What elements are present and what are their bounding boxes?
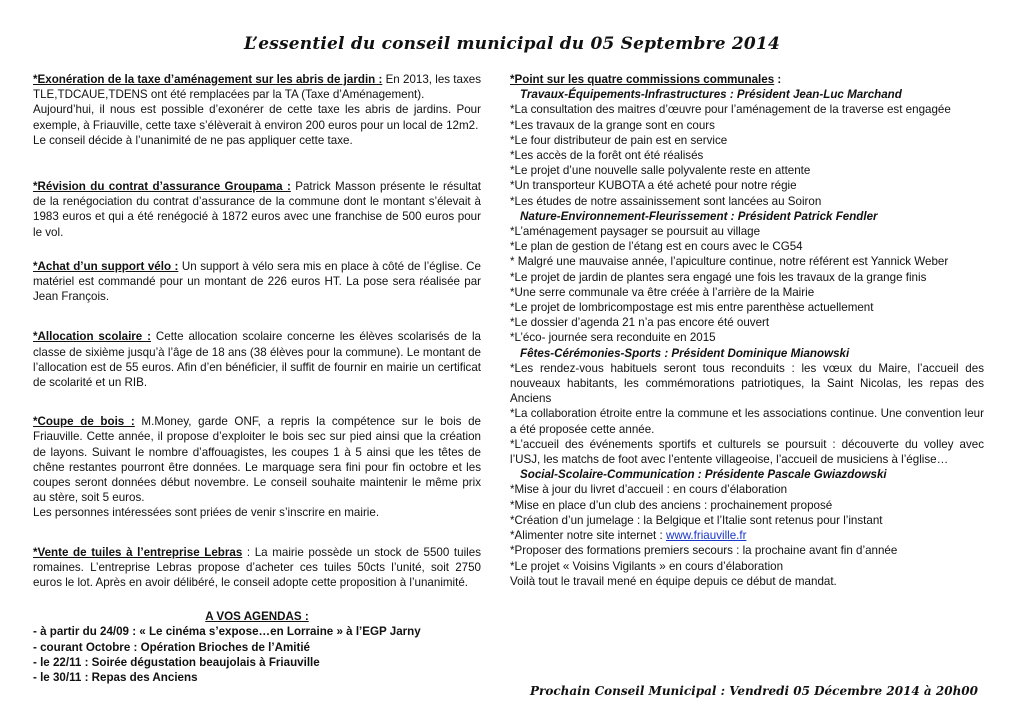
list-item: *Les accès de la forêt ont été réalisés <box>510 149 704 163</box>
list-item: *Le projet de lombricompostage est mis entre parenthèse actuellement <box>510 301 874 315</box>
list-item: * Malgré une mauvaise année, l’apiculture continue, notre référent est Yannick Weber <box>510 255 949 269</box>
list-item: *Le plan de gestion de l’étang est en cours avec le CG54 <box>510 240 803 254</box>
commission-title: Travaux-Équipements-Infrastructures : Président Jean-Luc Marchand <box>520 88 902 102</box>
section-heading: *Achat d’un support vélo : <box>33 259 179 273</box>
commission-title: Fêtes-Cérémonies-Sports : Président Dominique Mianowski <box>520 346 850 360</box>
section-heading: *Allocation scolaire : <box>33 330 151 344</box>
section-assurance <box>33 179 481 240</box>
section-allocation-scolaire <box>33 329 481 390</box>
list-item: *Le dossier d’agenda 21 n’a pas encore été ouvert <box>510 316 770 330</box>
agenda-item: - à partir du 24/09 : « Le cinéma s’expose…en Lorraine » à l’EGP Jarny <box>33 625 421 639</box>
agenda-title: A VOS AGENDAS : <box>205 610 309 624</box>
list-item: *La consultation des maitres d’œuvre pour l’aménagement de la traverse est engagée <box>510 103 951 117</box>
list-item: *Le projet « Voisins Vigilants » en cours d’élaboration <box>510 559 784 573</box>
list-item <box>510 528 984 543</box>
section-text: M.Money, garde ONF, a repris la compétence sur le bois de Friauville. Cette année, il propose d’exploiter le bois sec sur pied ainsi que la création de layons. Suivant le nombre d’affouagistes, les coupes 1 à 5 ainsi que les têtes de chêne restantes pourront être données. Le marquage sera fini pour fin octobre et les coupes seront données début novembre. Le conseil souhaite maintenir le même prix au stère, soit 5 euros. <box>33 415 482 505</box>
section-heading: *Révision du contrat d’assurance Groupama : <box>33 180 291 194</box>
list-item: *L’éco- journée sera reconduite en 2015 <box>510 331 716 345</box>
list-item: *L’accueil des événements sportifs et culturels se poursuit : découverte du volley avec l’USJ, les matchs de foot avec l’entente villageoise, l’accueil de musiciens à l’église… <box>510 437 984 467</box>
website-prefix: *Alimenter notre site internet : <box>510 529 666 543</box>
section-text: Un support à vélo sera mis en place à côté de l’église. Ce matériel est commandé pour un montant de 226 euros HT. La pose sera réalisée par Jean François. <box>33 259 481 304</box>
agenda-item: - le 22/11 : Soirée dégustation beaujolais à Friauville <box>33 655 320 669</box>
list-item: *Les rendez-vous habituels seront tous reconduits : les vœux du Maire, l’accueil des nouveaux habitants, les commémorations patriotiques, la Saint Nicolas, les repas des Anciens <box>510 361 984 406</box>
section-text: Le conseil décide à l’unanimité de ne pas appliquer cette taxe. <box>33 133 353 147</box>
closing-text: Voilà tout le travail mené en équipe depuis ce début de mandat. <box>510 574 837 588</box>
section-heading: *Coupe de bois : <box>33 415 135 429</box>
section-heading: *Exonération de la taxe d’aménagement sur les abris de jardin : <box>33 73 383 86</box>
section-text: Aujourd’hui, il nous est possible d’exonérer de cette taxe les abris de jardins. Pour exemple, à Friauville, cette taxe s’élèverait à environ 200 euros pour un local de 12m2. <box>33 103 481 132</box>
agenda-item: - courant Octobre : Opération Brioches de l’Amitié <box>33 640 311 654</box>
list-item: *Le four distributeur de pain est en service <box>510 133 728 147</box>
list-item: *Le projet de jardin de plantes sera engagé une fois les travaux de la grange finis <box>510 270 927 284</box>
section-support-velo <box>33 259 481 305</box>
next-council-footer: Prochain Conseil Municipal : Vendredi 05 Décembre 2014 à 20h00 <box>529 684 978 698</box>
section-taxe-amenagement <box>33 72 481 148</box>
page-title: L’essentiel du conseil municipal du 05 Septembre 2014 <box>244 34 780 54</box>
right-column <box>510 72 984 589</box>
list-item: *L’aménagement paysager se poursuit au village <box>510 225 761 239</box>
section-text: Les personnes intéressées sont priées de venir s’inscrire en mairie. <box>33 506 380 520</box>
agenda-list <box>33 624 481 685</box>
list-item: *Proposer des formations premiers secours : la prochaine avant fin d’année <box>510 544 898 558</box>
list-item: *Création d’un jumelage : la Belgique et l’Italie sont retenus pour l’instant <box>510 513 883 527</box>
commissions-heading: *Point sur les quatre commissions communales <box>510 73 775 86</box>
section-text: : La mairie possède un stock de 5500 tuiles romaines. L’entreprise Lebras propose d’acheter ces tuiles 50cts l’unité, soit 2750 euros le lot. Après en avoir délibéré, le conseil adopte cette proposition à l’unanimité. <box>33 545 481 590</box>
section-vente-tuiles <box>33 545 481 591</box>
list-item: *Un transporteur KUBOTA a été acheté pour notre régie <box>510 179 797 193</box>
agenda-item: - le 30/11 : Repas des Anciens <box>33 671 198 685</box>
section-heading: *Vente de tuiles à l’entreprise Lebras <box>33 545 243 559</box>
section-text: Cette allocation scolaire concerne les élèves scolarisés de la classe de sixième jusqu’à l’âge de 18 ans (38 élèves pour la commune). Le montant de l’allocation est de 55 euros. Afin d’en bénéficier, il suffit de fournir en mairie un certificat de scolarité et un RIB. <box>33 330 481 390</box>
section-text: En 2013, les taxes TLE,TDCAUE,TDENS ont été remplacées par la TA (Taxe d’Aménagement). <box>33 73 482 102</box>
left-column <box>33 72 481 685</box>
list-item: *Une serre communale va être créée à l’arrière de la Mairie <box>510 285 815 299</box>
commissions-heading-suffix: : <box>774 73 782 86</box>
list-item: *Mise en place d’un club des anciens : prochainement proposé <box>510 498 833 512</box>
list-item: *Mise à jour du livret d’accueil : en cours d’élaboration <box>510 483 788 497</box>
list-item: *Les travaux de la grange sont en cours <box>510 118 715 132</box>
section-coupe-bois <box>33 414 481 520</box>
commission-title: Nature-Environnement-Fleurissement : Président Patrick Fendler <box>520 209 878 223</box>
list-item: *Le projet d’une nouvelle salle polyvalente reste en attente <box>510 164 811 178</box>
section-text: Patrick Masson présente le résultat de la renégociation du contrat d’assurance de la commune dont le montant s’élevait à 1983 euros et qui a été renégocié à 1872 euros avec une franchise de 500 euros pour le vol. <box>33 180 482 239</box>
list-item: *Les études de notre assainissement sont lancées au Soiron <box>510 194 822 208</box>
commission-title: Social-Scolaire-Communication : Présidente Pascale Gwiazdowski <box>520 468 887 482</box>
website-link[interactable]: www.friauville.fr <box>665 529 747 543</box>
list-item: *La collaboration étroite entre la commune et les associations continue. Une convention leur a été proposée cette année. <box>510 407 984 436</box>
